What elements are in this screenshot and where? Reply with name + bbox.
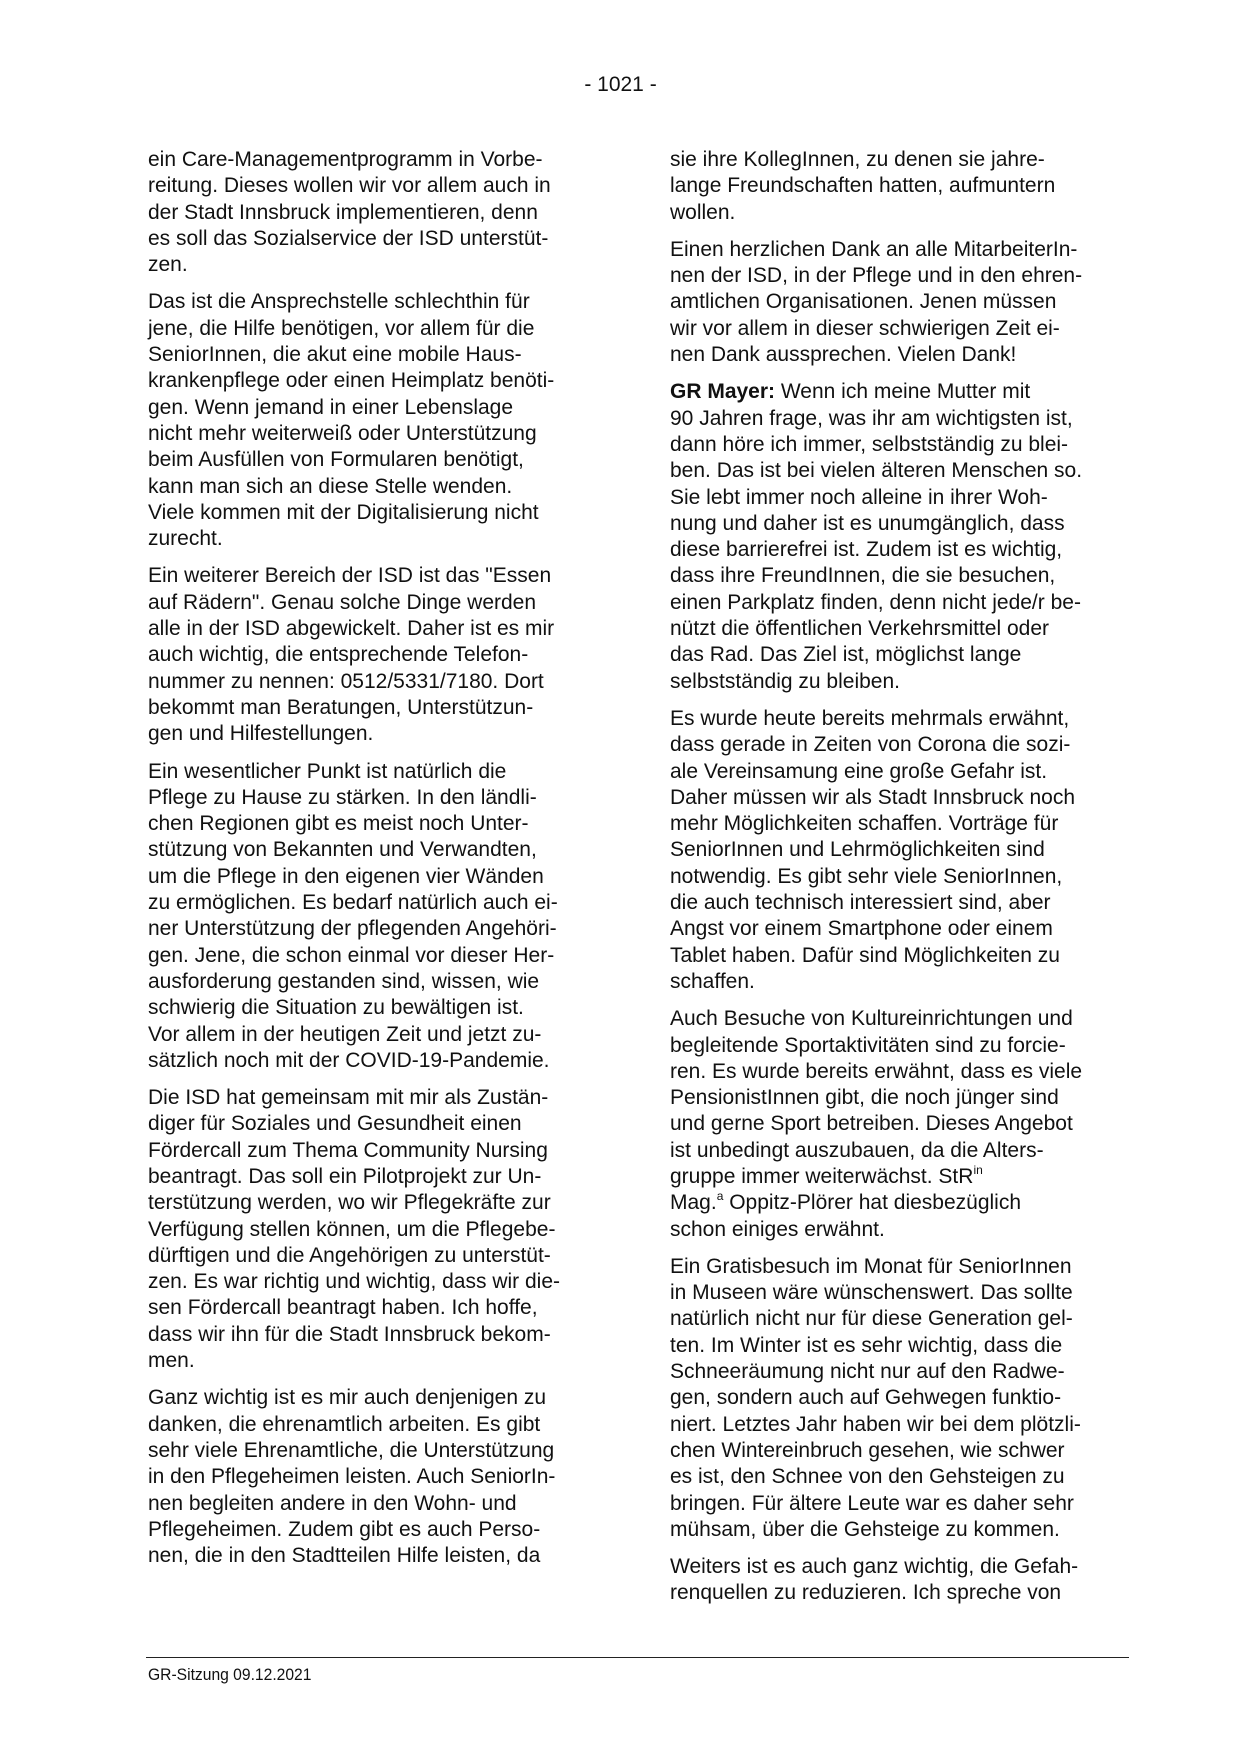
text-line: ren. Es wurde bereits erwähnt, dass es viele — [670, 1059, 1083, 1083]
text-line: Pflege zu Hause zu stärken. In den ländli- — [148, 785, 537, 809]
footer-divider — [146, 1657, 1129, 1658]
text-line: begleitende Sportaktivitäten sind zu forcie- — [670, 1033, 1066, 1057]
text-line: nummer zu nennen: 0512/5331/7180. Dort — [148, 669, 544, 693]
text-line: beim Ausfüllen von Formularen benötigt, — [148, 448, 524, 472]
text-line: wollen. — [670, 200, 736, 224]
text-line: 90 Jahren frage, was ihr am wichtigsten ist, — [670, 406, 1073, 430]
paragraph — [148, 289, 614, 552]
paragraph — [148, 563, 614, 747]
text-line: Viele kommen mit der Digitalisierung nicht — [148, 500, 539, 524]
text-line: nen Dank aussprechen. Vielen Dank! — [670, 343, 1017, 367]
text-line: nung und daher ist es unumgänglich, dass — [670, 511, 1065, 535]
text-line: PensionistInnen gibt, die noch jünger sind — [670, 1086, 1059, 1110]
text-line: Schneeräumung nicht nur auf den Radwe- — [670, 1360, 1065, 1384]
text-line: Es wurde heute bereits mehrmals erwähnt, — [670, 706, 1070, 730]
left-column — [148, 147, 614, 1580]
text-line: SeniorInnen, die akut eine mobile Haus- — [148, 343, 522, 367]
text-line: dass ihre FreundInnen, die sie besuchen, — [670, 564, 1056, 588]
page-number: - 1021 - — [584, 73, 657, 96]
text-line: ten. Im Winter ist es sehr wichtig, dass die — [670, 1333, 1063, 1357]
text-line: es ist, den Schnee von den Gehsteigen zu — [670, 1465, 1065, 1489]
superscript: in — [973, 1162, 983, 1177]
text-line: sehr viele Ehrenamtliche, die Unterstützung — [148, 1438, 555, 1462]
text-line: einen Parkplatz finden, denn nicht jede/r be- — [670, 590, 1081, 614]
text-line: in Museen wäre wünschenswert. Das sollte — [670, 1281, 1073, 1305]
text-line: Angst vor einem Smartphone oder einem — [670, 917, 1053, 941]
text-line: diger für Soziales und Gesundheit einen — [148, 1112, 522, 1136]
speech-text: Wenn ich meine Mutter mit — [775, 380, 1031, 404]
text-line: Verfügung stellen können, um die Pflegebe- — [148, 1217, 556, 1241]
text-segment: Mag. — [670, 1191, 717, 1215]
text-line: Auch Besuche von Kultureinrichtungen und — [670, 1007, 1073, 1031]
text-line: schaffen. — [670, 969, 755, 993]
text-line: Pflegeheimen. Zudem gibt es auch Perso- — [148, 1517, 541, 1541]
text-line: stützung von Bekannten und Verwandten, — [148, 838, 537, 862]
text-line: schwierig die Situation zu bewältigen ist. — [148, 996, 524, 1020]
text-line: gen. Wenn jemand in einer Lebenslage — [148, 395, 514, 419]
text-line: zu ermöglichen. Es bedarf natürlich auch ei- — [148, 891, 558, 915]
text-line: ist unbedingt auszubauen, da die Alters- — [670, 1138, 1044, 1162]
paragraph — [670, 706, 1136, 995]
text-line: Einen herzlichen Dank an alle MitarbeiterIn- — [670, 237, 1078, 261]
text-line: Tablet haben. Dafür sind Möglichkeiten zu — [670, 943, 1060, 967]
text-line: in den Pflegeheimen leisten. Auch SeniorIn- — [148, 1465, 556, 1489]
paragraph — [670, 1254, 1136, 1543]
text-line: amtlichen Organisationen. Jenen müssen — [670, 290, 1057, 314]
text-line: um die Pflege in den eigenen vier Wänden — [148, 864, 544, 888]
text-line: sen Fördercall beantragt haben. Ich hoffe, — [148, 1296, 538, 1320]
text-line: Ein Gratisbesuch im Monat für SeniorInnen — [670, 1254, 1072, 1278]
text-line: chen Regionen gibt es meist noch Unter- — [148, 812, 529, 836]
text-line: renquellen zu reduzieren. Ich spreche von — [670, 1581, 1062, 1605]
right-column — [670, 147, 1136, 1618]
text-line: Fördercall zum Thema Community Nursing — [148, 1138, 548, 1162]
text-line: Daher müssen wir als Stadt Innsbruck noch — [670, 785, 1076, 809]
paragraph — [670, 1006, 1136, 1243]
speaker-paragraph — [670, 379, 1136, 695]
text-line: gen und Hilfestellungen. — [148, 722, 374, 746]
text-line: niert. Letztes Jahr haben wir bei dem plötzli- — [670, 1412, 1081, 1436]
text-line: reitung. Dieses wollen wir vor allem auch in — [148, 174, 551, 198]
text-line: Vor allem in der heutigen Zeit und jetzt zu- — [148, 1022, 542, 1046]
text-line: men. — [148, 1349, 195, 1373]
text-line: sätzlich noch mit der COVID-19-Pandemie. — [148, 1048, 550, 1072]
text-line: diese barrierefrei ist. Zudem ist es wichtig, — [670, 538, 1063, 562]
text-line: Weiters ist es auch ganz wichtig, die Gefah- — [670, 1555, 1079, 1579]
text-line: krankenpflege oder einen Heimplatz benöti- — [148, 369, 555, 393]
superscript: a — [716, 1189, 724, 1204]
text-line: chen Wintereinbruch gesehen, wie schwer — [670, 1438, 1065, 1462]
speaker-name: GR Mayer: — [670, 380, 776, 404]
text-segment: Oppitz-Plörer hat diesbezüglich — [723, 1191, 1022, 1215]
footer-session-date: GR-Sitzung 09.12.2021 — [148, 1665, 312, 1684]
text-line: Sie lebt immer noch alleine in ihrer Woh- — [670, 485, 1048, 509]
text-line: gen, sondern auch auf Gehwegen funktio- — [670, 1386, 1062, 1410]
text-line: nützt die öffentlichen Verkehrsmittel oder — [670, 617, 1049, 641]
text-line: nen, die in den Stadtteilen Hilfe leisten, da — [148, 1544, 541, 1568]
text-line: und gerne Sport betreiben. Dieses Angebot — [670, 1112, 1073, 1136]
text-line: gen. Jene, die schon einmal vor dieser Her- — [148, 943, 555, 967]
paragraph — [670, 147, 1136, 226]
text-line: Ein wesentlicher Punkt ist natürlich die — [148, 759, 507, 783]
text-line: nen begleiten andere in den Wohn- und — [148, 1491, 517, 1515]
text-line: ben. Das ist bei vielen älteren Menschen so. — [670, 459, 1083, 483]
text-line: die auch technisch interessiert sind, aber — [670, 891, 1051, 915]
text-line: zurecht. — [148, 527, 223, 551]
text-line: jene, die Hilfe benötigen, vor allem für die — [148, 316, 535, 340]
text-segment: gruppe immer weiterwächst. StR — [670, 1164, 974, 1188]
text-line: zen. Es war richtig und wichtig, dass wir die- — [148, 1270, 560, 1294]
text-line: auf Rädern". Genau solche Dinge werden — [148, 590, 537, 614]
text-line: dürftigen und die Angehörigen zu unterstüt- — [148, 1243, 551, 1267]
text-line — [670, 1190, 1136, 1216]
text-line: Die ISD hat gemeinsam mit mir als Zustän- — [148, 1086, 549, 1110]
text-line — [670, 379, 1136, 405]
text-line: Ein weiterer Bereich der ISD ist das "Essen — [148, 564, 552, 588]
text-line: dass wir ihn für die Stadt Innsbruck bekom- — [148, 1322, 551, 1346]
text-line: mühsam, über die Gehsteige zu kommen. — [670, 1517, 1060, 1541]
text-line: auch wichtig, die entsprechende Telefon- — [148, 643, 529, 667]
text-line — [670, 1164, 1136, 1190]
paragraph — [148, 1085, 614, 1374]
text-line: nicht mehr weiterweiß oder Unterstützung — [148, 421, 537, 445]
text-line: bringen. Für ältere Leute war es daher sehr — [670, 1491, 1074, 1515]
text-line: schon einiges erwähnt. — [670, 1217, 885, 1241]
text-line: kann man sich an diese Stelle wenden. — [148, 474, 513, 498]
text-line: mehr Möglichkeiten schaffen. Vorträge für — [670, 812, 1059, 836]
text-line: SeniorInnen und Lehrmöglichkeiten sind — [670, 838, 1045, 862]
text-line: bekommt man Beratungen, Unterstützun- — [148, 695, 534, 719]
text-line: ein Care-Managementprogramm in Vorbe- — [148, 148, 543, 171]
text-line: danken, die ehrenamtlich arbeiten. Es gibt — [148, 1412, 541, 1436]
text-line: ausforderung gestanden sind, wissen, wie — [148, 969, 540, 993]
text-line: selbstständig zu bleiben. — [670, 669, 900, 693]
paragraph — [148, 1385, 614, 1569]
text-line: ner Unterstützung der pflegenden Angehöri- — [148, 917, 557, 941]
text-line: notwendig. Es gibt sehr viele SeniorInnen, — [670, 864, 1063, 888]
text-line: alle in der ISD abgewickelt. Daher ist es mir — [148, 617, 555, 641]
paragraph — [148, 759, 614, 1075]
text-line: zen. — [148, 253, 188, 277]
text-line: Ganz wichtig ist es mir auch denjenigen zu — [148, 1386, 547, 1410]
text-line: dann höre ich immer, selbstständig zu blei- — [670, 432, 1069, 456]
text-line: Das ist die Ansprechstelle schlechthin für — [148, 290, 530, 314]
text-line: terstützung werden, wo wir Pflegekräfte zur — [148, 1191, 551, 1215]
text-line: dass gerade in Zeiten von Corona die sozi- — [670, 733, 1071, 757]
paragraph — [670, 237, 1136, 368]
text-line: beantragt. Das soll ein Pilotprojekt zur Un- — [148, 1164, 542, 1188]
paragraph — [148, 147, 614, 278]
text-line: das Rad. Das Ziel ist, möglichst lange — [670, 643, 1022, 667]
text-line: lange Freundschaften hatten, aufmuntern — [670, 174, 1056, 198]
text-line: natürlich nicht nur für diese Generation gel- — [670, 1307, 1073, 1331]
text-line: der Stadt Innsbruck implementieren, denn — [148, 200, 538, 224]
paragraph — [670, 1554, 1136, 1607]
text-line: es soll das Sozialservice der ISD unterstüt- — [148, 226, 549, 250]
text-line: ale Vereinsamung eine große Gefahr ist. — [670, 759, 1048, 783]
text-line: wir vor allem in dieser schwierigen Zeit ei- — [670, 316, 1060, 340]
text-line: sie ihre KollegInnen, zu denen sie jahre- — [670, 148, 1045, 171]
text-line: nen der ISD, in der Pflege und in den ehren- — [670, 264, 1083, 288]
